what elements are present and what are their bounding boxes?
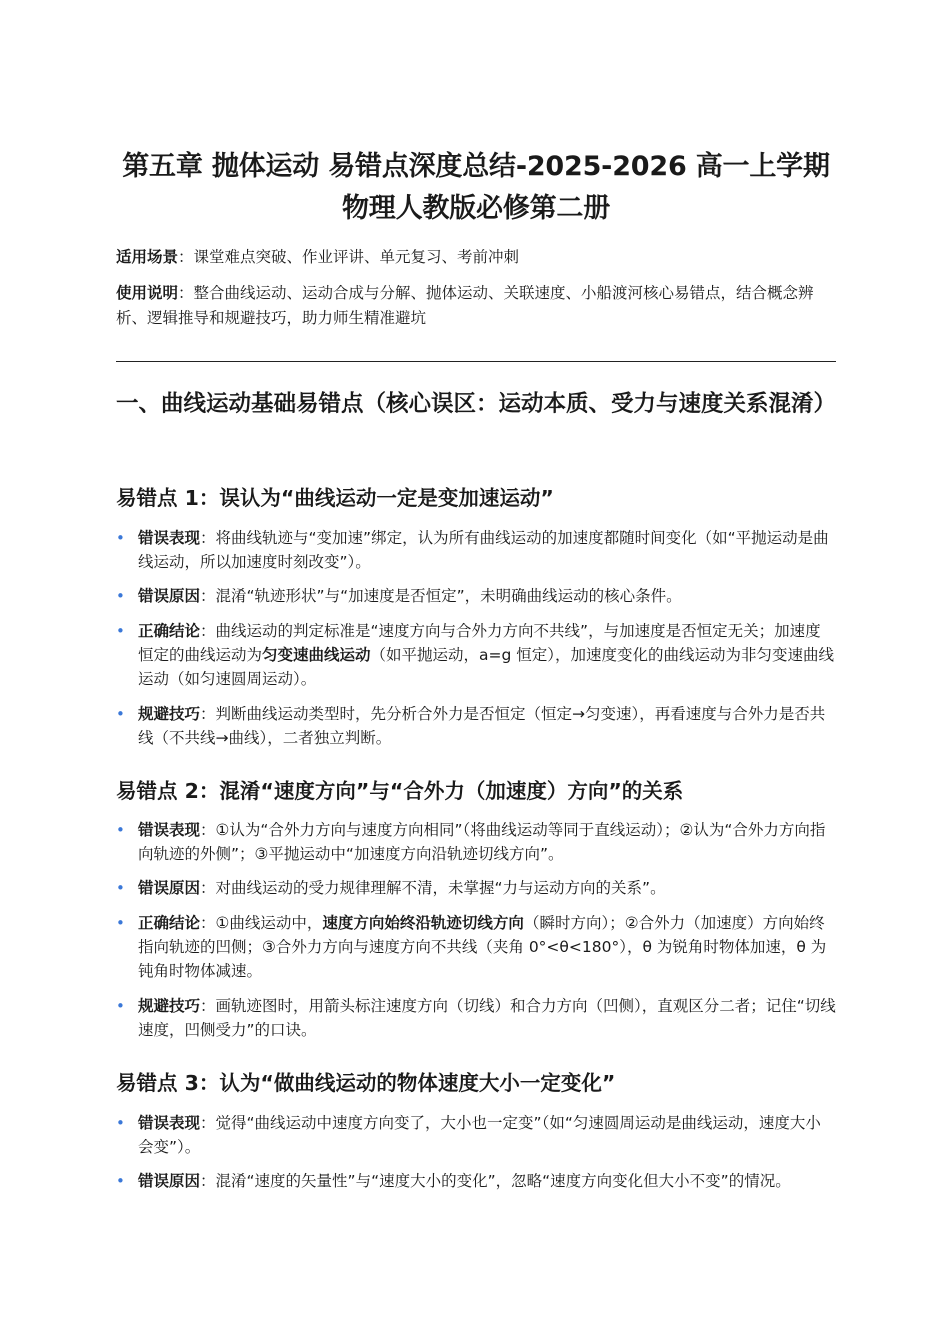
bullet-text: ：对曲线运动的受力规律理解不清，未掌握“力与运动方向的关系”。 — [200, 879, 666, 897]
bullet-dot-icon: • — [116, 1114, 125, 1132]
list-item — [116, 876, 836, 900]
scene-meta — [116, 245, 836, 270]
list-item — [116, 619, 836, 691]
bullet-label: 规避技巧 — [138, 997, 201, 1015]
bullet-label: 错误原因 — [138, 1172, 201, 1190]
usage-label: 使用说明 — [116, 284, 179, 302]
bullet-text-tail: （如平抛运动，a=g 恒定），加速度变化的曲线运动为非匀变速曲线运动（如匀速圆周运动）。 — [138, 646, 835, 688]
list-item — [116, 702, 836, 750]
bullet-dot-icon: • — [116, 879, 125, 897]
bullet-text: ：混淆“轨迹形状”与“加速度是否恒定”，未明确曲线运动的核心条件。 — [200, 587, 682, 605]
point-2-heading: 易错点 2：混淆“速度方向”与“合外力（加速度）方向”的关系 — [116, 779, 684, 803]
bullet-dot-icon: • — [116, 587, 125, 605]
point-3-heading: 易错点 3：认为“做曲线运动的物体速度大小一定变化” — [116, 1071, 616, 1095]
usage-meta — [116, 281, 836, 331]
scene-label: 适用场景 — [116, 248, 179, 266]
bullet-emphasis: 匀变速曲线运动 — [262, 646, 371, 664]
bullet-emphasis: 速度方向始终沿轨迹切线方向 — [322, 914, 524, 932]
list-item — [116, 584, 836, 608]
bullet-text-tail: （瞬时方向）；②合外力（加速度）方向始终指向轨迹的凹侧；③合外力方向与速度方向不共线（夹角 0°<θ<180°），θ 为锐角时物体加速，θ 为钝角时物体减速。 — [138, 914, 827, 980]
bullet-dot-icon: • — [116, 1172, 125, 1190]
divider-rule — [116, 361, 836, 362]
bullet-dot-icon: • — [116, 529, 125, 547]
bullet-dot-icon: • — [116, 997, 125, 1015]
bullet-text: ：①曲线运动中， — [200, 914, 323, 932]
section-1-heading: 一、曲线运动基础易错点（核心误区：运动本质、受力与速度关系混淆） — [116, 391, 837, 417]
bullet-dot-icon: • — [116, 914, 125, 932]
list-item — [116, 1111, 836, 1159]
bullet-label: 错误表现 — [138, 1114, 201, 1132]
bullet-text: ：将曲线轨迹与“变加速”绑定，认为所有曲线运动的加速度都随时间变化（如“平抛运动是曲线运动，所以加速度时刻改变”）。 — [138, 529, 829, 571]
title-line-2: 物理人教版必修第二册 — [342, 193, 610, 224]
bullet-text: ：①认为“合外力方向与速度方向相同”（将曲线运动等同于直线运动）；②认为“合外力方向指向轨迹的外侧”；③平抛运动中“加速度方向沿轨迹切线方向”。 — [138, 821, 826, 863]
bullet-label: 错误表现 — [138, 529, 201, 547]
bullet-label: 正确结论 — [138, 622, 201, 640]
bullet-text: ：混淆“速度的矢量性”与“速度大小的变化”，忽略“速度方向变化但大小不变”的情况。 — [200, 1172, 791, 1190]
bullet-text: ：判断曲线运动类型时，先分析合外力是否恒定（恒定→匀变速），再看速度与合外力是否共线（不共线→曲线），二者独立判断。 — [138, 705, 826, 747]
point-1-heading: 易错点 1：误认为“曲线运动一定是变加速运动” — [116, 486, 554, 510]
bullet-dot-icon: • — [116, 821, 125, 839]
usage-text: ：整合曲线运动、运动合成与分解、抛体运动、关联速度、小船渡河核心易错点，结合概念辨析、逻辑推导和规避技巧，助力师生精准避坑 — [116, 284, 814, 327]
document-title — [116, 146, 836, 230]
bullet-label: 错误原因 — [138, 879, 201, 897]
list-item — [116, 818, 836, 866]
bullet-label: 错误表现 — [138, 821, 201, 839]
bullet-label: 错误原因 — [138, 587, 201, 605]
scene-text: ：课堂难点突破、作业评讲、单元复习、考前冲刺 — [178, 248, 520, 266]
bullet-label: 正确结论 — [138, 914, 201, 932]
bullet-text: ：画轨迹图时，用箭头标注速度方向（切线）和合力方向（凹侧），直观区分二者；记住“切线速度，凹侧受力”的口诀。 — [138, 997, 836, 1039]
list-item — [116, 1169, 836, 1193]
list-item — [116, 526, 836, 574]
list-item — [116, 911, 836, 983]
bullet-dot-icon: • — [116, 622, 125, 640]
list-item — [116, 994, 836, 1042]
title-line-1: 第五章 抛体运动 易错点深度总结-2025-2026 高一上学期 — [122, 151, 830, 182]
bullet-text: ：曲线运动的判定标准是“速度方向与合外力方向不共线”，与加速度是否恒定无关；加速度恒定的曲线运动为 — [138, 622, 821, 664]
bullet-dot-icon: • — [116, 705, 125, 723]
bullet-label: 规避技巧 — [138, 705, 201, 723]
bullet-text: ：觉得“曲线运动中速度方向变了，大小也一定变”（如“匀速圆周运动是曲线运动，速度大小会变”）。 — [138, 1114, 821, 1156]
